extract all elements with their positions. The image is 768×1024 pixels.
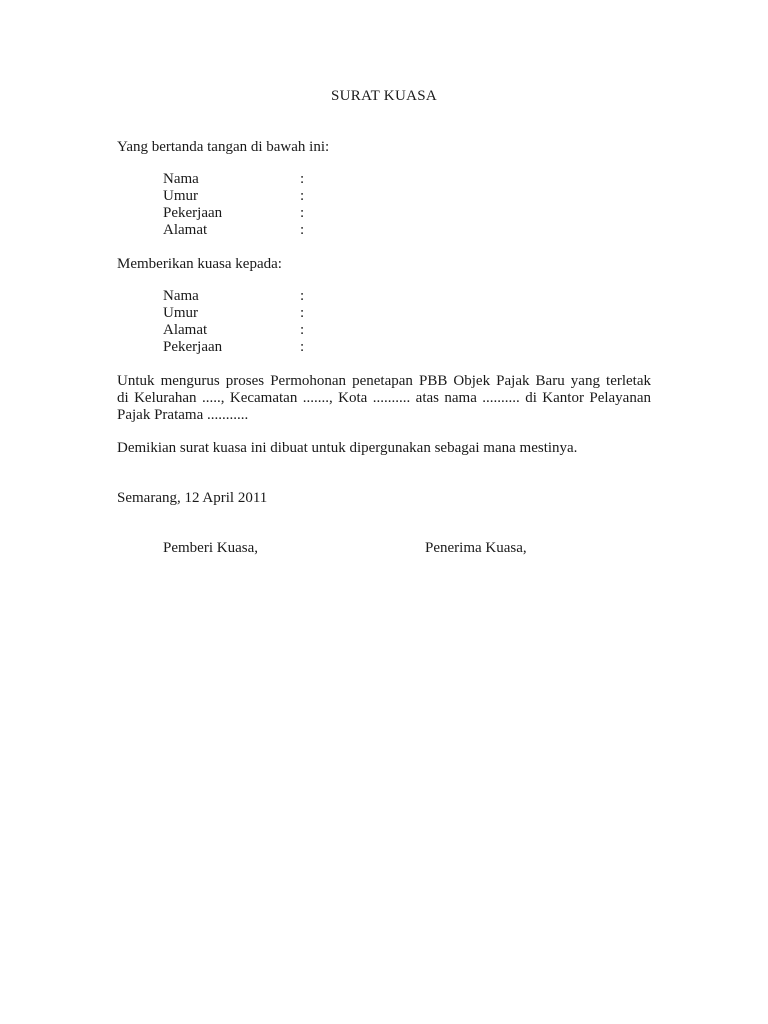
field-row xyxy=(163,188,363,205)
field-label: Pekerjaan xyxy=(163,339,223,355)
grant-intro-text: Memberikan kuasa kepada: xyxy=(117,256,282,272)
field-colon: : xyxy=(300,205,305,221)
field-row xyxy=(163,222,363,239)
field-colon: : xyxy=(300,171,305,187)
signature-grantee-label: Penerima Kuasa, xyxy=(425,540,527,556)
field-row xyxy=(163,339,363,356)
field-row xyxy=(163,288,363,305)
field-colon: : xyxy=(300,222,305,238)
field-row xyxy=(163,305,363,322)
field-label: Pekerjaan xyxy=(163,205,223,221)
field-label: Umur xyxy=(163,188,198,204)
field-label: Alamat xyxy=(163,222,208,238)
field-row xyxy=(163,322,363,339)
purpose-line: di Kelurahan ....., Kecamatan ......., Kota .......... atas nama .......... di Kantor Pelayanan xyxy=(117,390,651,406)
field-label: Alamat xyxy=(163,322,208,338)
field-row xyxy=(163,171,363,188)
closing-text: Demikian surat kuasa ini dibuat untuk dipergunakan sebagai mana mestinya. xyxy=(117,440,578,456)
purpose-paragraph xyxy=(117,373,651,424)
grantor-fields xyxy=(163,171,363,239)
field-colon: : xyxy=(300,322,305,338)
field-colon: : xyxy=(300,305,305,321)
field-label: Nama xyxy=(163,288,199,304)
signature-grantor-label: Pemberi Kuasa, xyxy=(163,540,258,556)
field-colon: : xyxy=(300,288,305,304)
grantee-fields xyxy=(163,288,363,356)
field-label: Umur xyxy=(163,305,198,321)
field-label: Nama xyxy=(163,171,199,187)
intro-text: Yang bertanda tangan di bawah ini: xyxy=(117,139,330,155)
field-colon: : xyxy=(300,339,305,355)
field-row xyxy=(163,205,363,222)
document-title: SURAT KUASA xyxy=(331,88,437,104)
field-colon: : xyxy=(300,188,305,204)
purpose-line: Pajak Pratama ........... xyxy=(117,407,249,423)
purpose-line: Untuk mengurus proses Permohonan penetapan PBB Objek Pajak Baru yang terletak xyxy=(117,373,651,389)
place-date: Semarang, 12 April 2011 xyxy=(117,490,268,506)
